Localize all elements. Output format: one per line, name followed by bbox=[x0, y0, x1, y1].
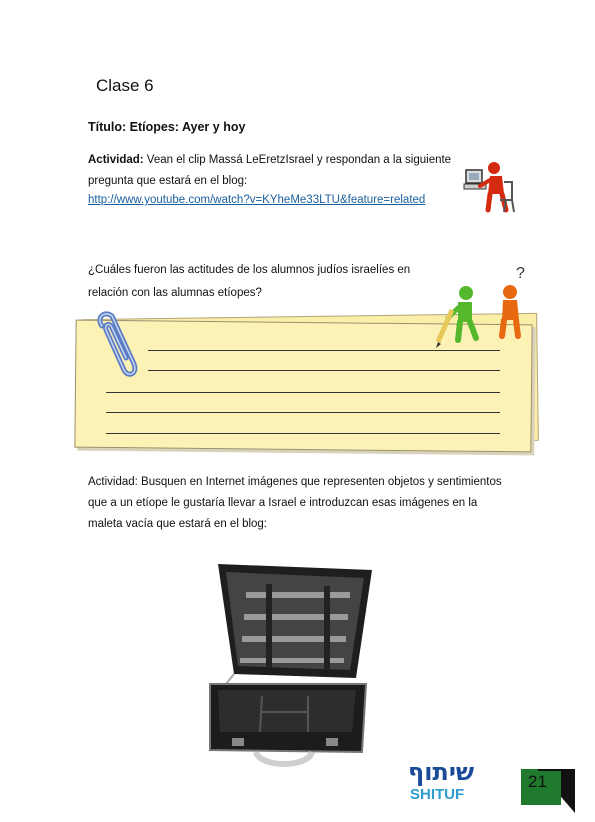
question-line-1: ¿Cuáles fueron las actitudes de los alumnos judíos israelíes en bbox=[88, 264, 411, 276]
activity-1-text-2: pregunta que estará en el blog: bbox=[88, 175, 248, 187]
computer-user-figure-icon bbox=[460, 156, 520, 216]
paperclip-icon bbox=[88, 308, 144, 380]
question bbox=[88, 260, 410, 304]
question-figure-icon bbox=[494, 262, 534, 340]
lesson-title: Título: Etíopes: Ayer y hoy bbox=[88, 120, 246, 134]
pencil-figure-icon bbox=[432, 284, 482, 350]
activity-2 bbox=[88, 472, 502, 535]
page-badge-icon bbox=[517, 765, 577, 815]
shituf-logo-latin: SHITUF bbox=[410, 786, 465, 803]
youtube-link[interactable]: http://www.youtube.com/watch?v=KYheMe33LTU&feature=related bbox=[88, 194, 426, 206]
question-line-2: relación con las alumnas etíopes? bbox=[88, 287, 262, 299]
answer-line[interactable] bbox=[106, 433, 500, 434]
activity-2-line-1: Actividad: Busquen en Internet imágenes que representen objetos y sentimientos bbox=[88, 476, 502, 488]
activity-1-text: Vean el clip Massá LeEretzIsrael y respondan a la siguiente bbox=[143, 154, 452, 166]
page-number: 21 bbox=[528, 772, 547, 791]
answer-line[interactable] bbox=[106, 392, 500, 393]
suitcase-image bbox=[196, 556, 380, 778]
svg-text:?: ? bbox=[516, 265, 525, 282]
answer-line[interactable] bbox=[106, 412, 500, 413]
answer-line[interactable] bbox=[148, 370, 500, 371]
shituf-logo: שיתוף bbox=[408, 758, 475, 786]
activity-2-line-2: que a un etíope le gustaría llevar a Israel e introduzcan esas imágenes en la bbox=[88, 497, 478, 509]
lesson-heading: Clase 6 bbox=[96, 76, 154, 95]
activity-2-line-3: maleta vacía que estará en el blog: bbox=[88, 518, 268, 530]
activity-1-label: Actividad: bbox=[88, 154, 144, 166]
activity-1 bbox=[88, 150, 451, 192]
answer-line[interactable] bbox=[148, 350, 500, 351]
